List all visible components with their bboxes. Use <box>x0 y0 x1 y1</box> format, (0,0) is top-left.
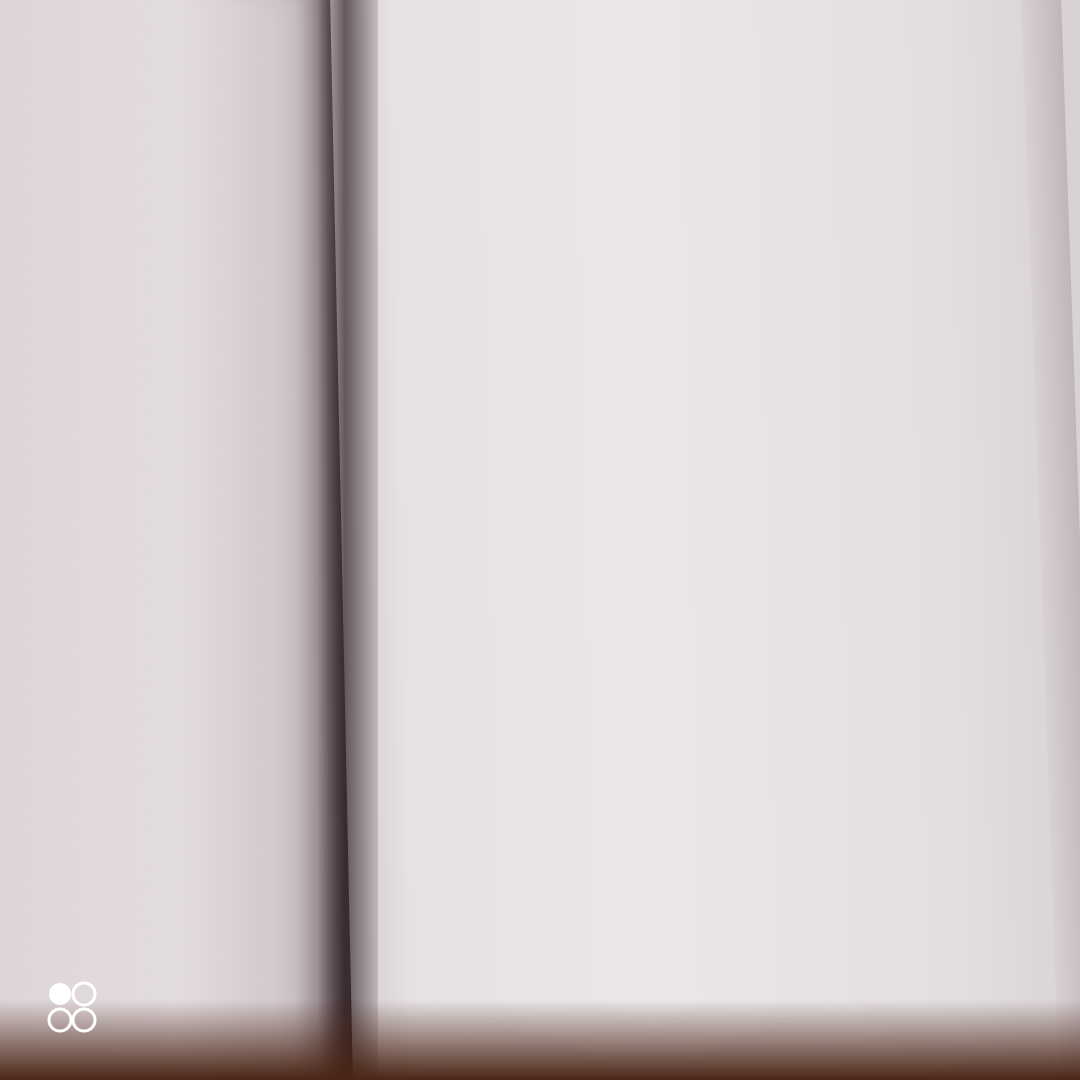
left-page <box>0 0 350 1080</box>
book-spine-shadow <box>318 0 378 1080</box>
right-page <box>330 0 1080 1080</box>
background-bottom <box>0 1000 1080 1080</box>
camera-lens-logo-icon <box>44 978 104 1038</box>
